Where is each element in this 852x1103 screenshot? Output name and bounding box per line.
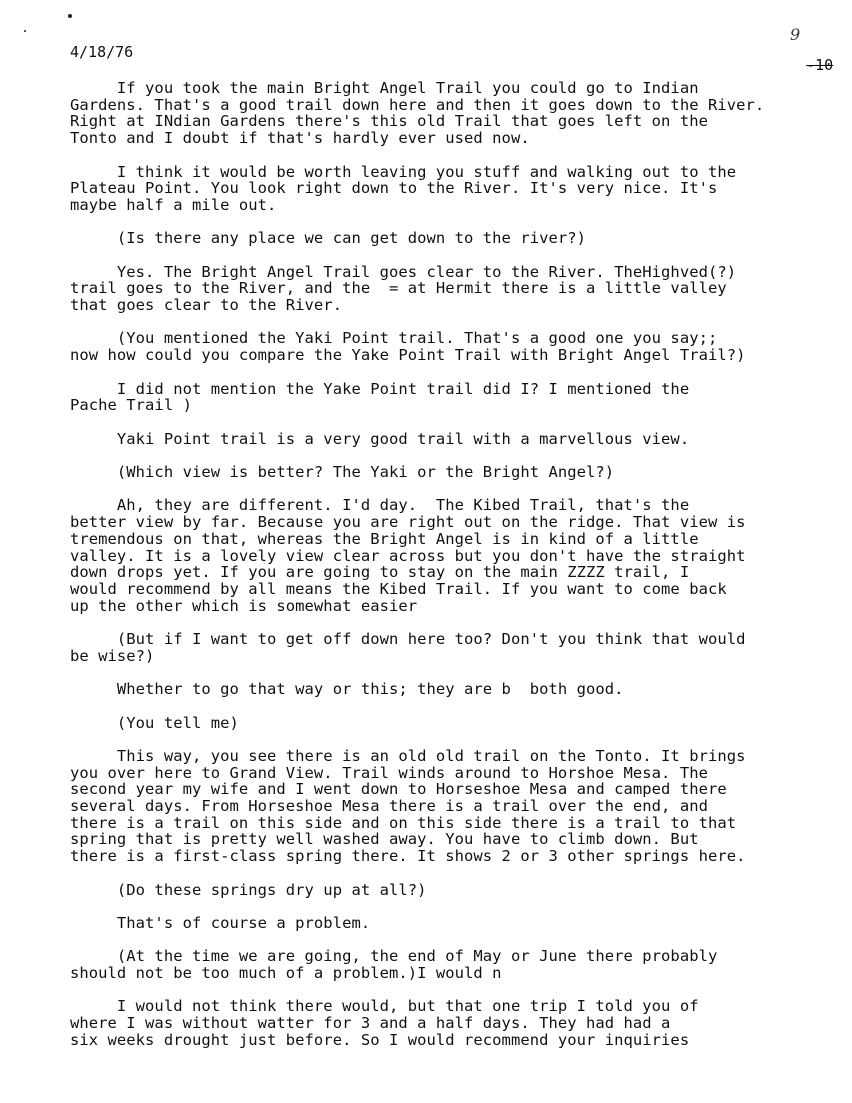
paragraph: (At the time we are going, the end of May or June there probably should not be too much of a problem.)I would n — [70, 947, 718, 983]
paragraph: I would not think there would, but that one trip I told you of where I was without watter for 3 and a half days. They had had a six weeks drought just before. So I would recommend your inquiries — [70, 997, 699, 1049]
paragraph: Whether to go that way or this; they are b both good. — [70, 680, 624, 699]
paragraph: If you took the main Bright Angel Trail you could go to Indian Gardens. That's a good trail down here and then it goes down to the River. Right at INdian Gardens there's this old Trail that goes left on the Tonto and I doubt if that's hardly ever used now. — [70, 79, 765, 148]
paragraph: I did not mention the Yake Point trail did I? I mentioned the Pache Trail ) — [70, 379, 690, 415]
paragraph: I think it would be worth leaving you stuff and walking out to the Plateau Point. You look right down to the River. It's very nice. It's maybe half a mile out. — [70, 162, 737, 214]
document-date: 4/18/76 — [70, 43, 134, 61]
paragraph: (But if I want to get off down here too? Don't you think that would be wise?) — [70, 630, 746, 665]
page-number-typed: -10 — [806, 56, 834, 74]
paragraph: Yaki Point trail is a very good trail with a marvellous view. — [70, 429, 690, 448]
paragraph: This way, you see there is an old old trail on the Tonto. It brings you over here to Grand View. Trail winds around to Horshoe Mesa. The second year my wife and I went down to Horseshoe Mesa and camped there several days. From Horseshoe Mesa there is a trail over the end, and there is a trail on this side and on this side there is a trail to that spring that is pretty well washed away. You have to climb down. But there is a first-class spring there. It shows 2 or 3 other springs here. — [70, 746, 746, 866]
paragraph: Yes. The Bright Angel Trail goes clear to the River. TheHighved(?) trail goes to the River, and the = at Hermit there is a little valley that goes clear to the River. — [70, 262, 737, 315]
paragraph: (You mentioned the Yaki Point trail. That's a good one you say;; now how could you compare the Yake Point Trail with Bright Angel Trail?) — [70, 329, 746, 365]
page-mark — [68, 14, 72, 18]
paragraph: Ah, they are different. I'd day. The Kibed Trail, that's the better view by far. Because you are right out on the ridge. That view is tremendous on that, whereas the Bright Angel is in kind of a little valley. It is a lovely view clear across but you don't have the straight down drops yet. If you are going to stay on the main ZZZZ trail, I would recommend by all means the Kibed Trail. If you want to come back up the other which is somewhat easier — [70, 496, 746, 615]
page-number-handwritten: 9 — [790, 25, 801, 44]
transcript-body — [70, 80, 830, 1065]
paragraph: That's of course a problem. — [70, 913, 371, 932]
paragraph: (You tell me) — [70, 713, 239, 732]
page-speck — [24, 30, 26, 32]
paragraph: (Is there any place we can get down to the river?) — [70, 229, 586, 248]
paragraph: (Which view is better? The Yaki or the Bright Angel?) — [70, 463, 615, 482]
paragraph: (Do these springs dry up at all?) — [70, 880, 427, 899]
